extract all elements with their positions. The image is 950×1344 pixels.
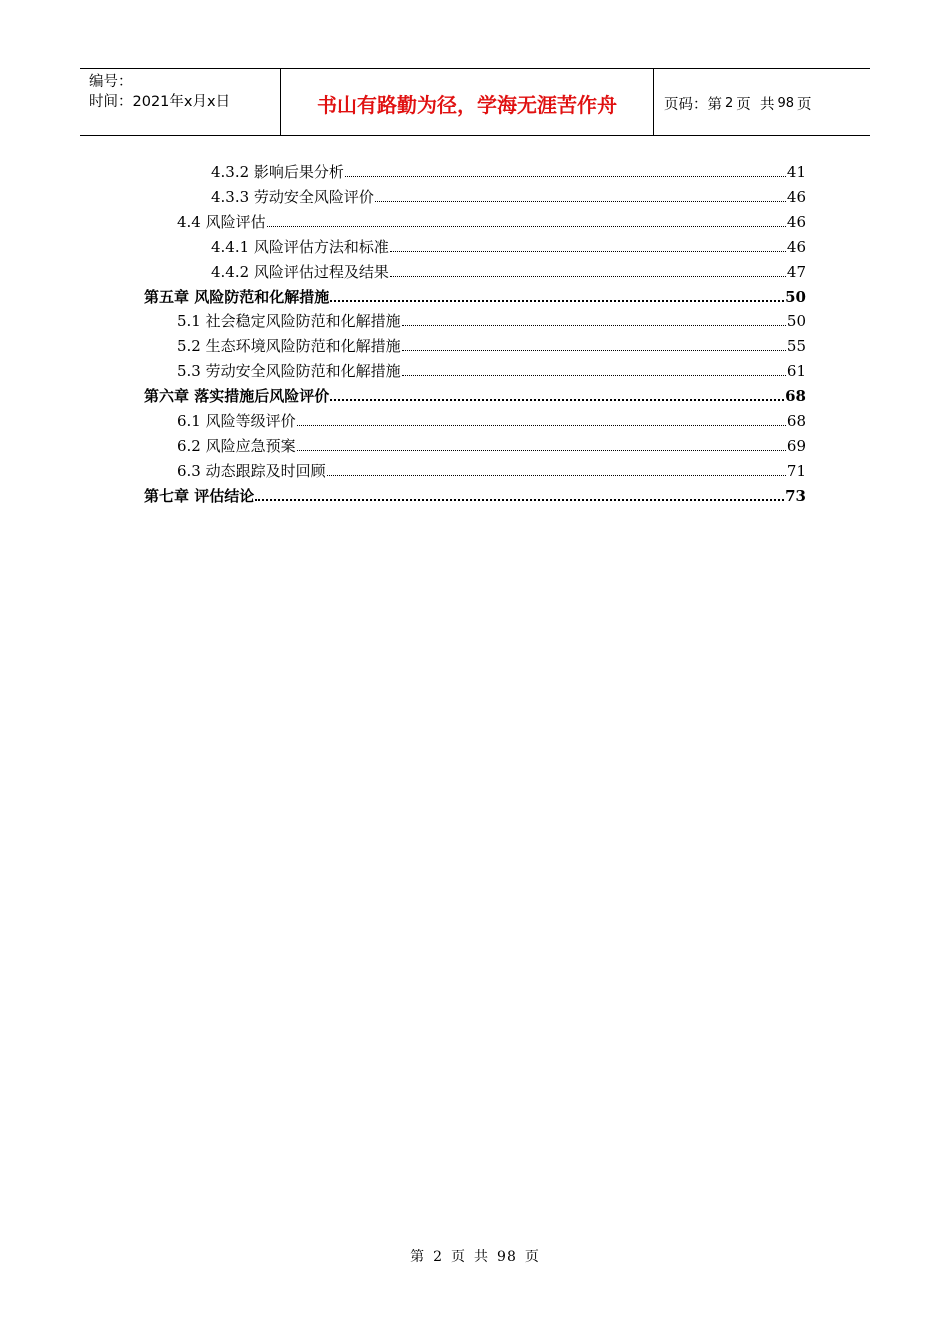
toc-entry-page: 71 — [786, 461, 806, 480]
toc-entry-label: 5.3 劳动安全风险防范和化解措施 — [177, 362, 401, 381]
toc-entry[interactable] — [177, 309, 806, 333]
toc-entry-page: 73 — [785, 486, 806, 505]
page-current: 2 — [725, 95, 734, 111]
toc-entry[interactable] — [177, 359, 806, 383]
toc-dot-leader — [402, 349, 786, 351]
page-header — [80, 68, 870, 136]
page-prefix: 页码：第 — [664, 96, 722, 113]
toc-dot-leader — [255, 498, 784, 501]
toc-entry-page: 50 — [785, 287, 806, 306]
header-meta — [80, 69, 281, 135]
date-label: 时间：2021年x月x日 — [89, 94, 231, 110]
toc-entry-page: 68 — [785, 387, 806, 406]
toc-entry-page: 46 — [786, 212, 806, 231]
toc-entry-label: 6.1 风险等级评价 — [177, 412, 296, 430]
toc-entry-label: 4.3.3 劳动安全风险评价 — [211, 187, 374, 206]
toc-entry-label: 第五章 风险防范和化解措施 — [144, 287, 330, 306]
toc-entry-label: 第七章 评估结论 — [144, 486, 255, 505]
toc-dot-leader — [390, 275, 786, 277]
toc-dot-leader — [330, 299, 784, 302]
toc-entry-page: 61 — [786, 362, 806, 381]
toc-dot-leader — [402, 324, 786, 326]
footer-total: 98 — [497, 1249, 517, 1265]
toc-entry[interactable] — [211, 235, 806, 259]
toc-entry-label: 5.2 生态环境风险防范和化解措施 — [177, 337, 401, 356]
header-motto: 书山有路勤为径，学海无涯苦作舟 — [281, 69, 654, 135]
toc-entry-label: 4.3.2 影响后果分析 — [211, 163, 344, 181]
serial-label: 编号： — [89, 74, 133, 90]
toc-entry-label: 6.2 风险应急预案 — [177, 436, 296, 455]
footer-suffix: 页 — [524, 1249, 540, 1265]
toc-entry-label: 4.4.1 风险评估方法和标准 — [211, 237, 389, 256]
toc-entry[interactable] — [144, 285, 806, 309]
toc-entry[interactable] — [211, 160, 806, 184]
header-page-info — [654, 69, 870, 135]
toc-entry[interactable] — [177, 334, 806, 358]
toc-entry-label: 5.1 社会稳定风险防范和化解措施 — [177, 312, 401, 331]
page-mid: 页 共 — [736, 96, 775, 113]
toc-entry-page: 46 — [786, 187, 806, 206]
toc-entry[interactable] — [211, 260, 806, 284]
toc-entry-page: 41 — [786, 163, 806, 181]
toc-entry[interactable] — [177, 210, 806, 234]
toc-entry-page: 69 — [786, 436, 806, 455]
footer-current: 2 — [433, 1249, 444, 1265]
page-suffix: 页 — [797, 96, 812, 113]
toc-entry-page: 50 — [786, 312, 806, 331]
toc-dot-leader — [297, 449, 786, 451]
toc-dot-leader — [267, 225, 786, 227]
toc-entry-page: 47 — [786, 262, 806, 281]
toc-entry-label: 4.4.2 风险评估过程及结果 — [211, 262, 389, 281]
footer-prefix: 第 — [410, 1249, 426, 1265]
toc-entry-label: 4.4 风险评估 — [177, 212, 266, 231]
toc-entry-page: 68 — [786, 412, 806, 430]
footer-mid1: 页 — [451, 1249, 467, 1265]
toc-entry[interactable] — [177, 409, 806, 433]
footer-mid2: 共 — [474, 1249, 490, 1265]
toc-dot-leader — [345, 175, 786, 177]
toc-entry[interactable] — [144, 384, 806, 408]
toc-entry-label: 6.3 动态跟踪及时回顾 — [177, 461, 326, 480]
toc-entry[interactable] — [144, 484, 806, 508]
toc-dot-leader — [330, 398, 784, 401]
toc-dot-leader — [390, 250, 786, 252]
toc-entry[interactable] — [211, 185, 806, 209]
toc-entry[interactable] — [177, 459, 806, 483]
page-total: 98 — [777, 95, 795, 111]
toc-dot-leader — [375, 200, 786, 202]
toc-entry[interactable] — [177, 434, 806, 458]
toc-entry-page: 55 — [786, 337, 806, 356]
toc-dot-leader — [297, 424, 786, 426]
toc-entry-label: 第六章 落实措施后风险评价 — [144, 387, 330, 406]
toc-entry-page: 46 — [786, 237, 806, 256]
toc-dot-leader — [327, 474, 786, 476]
page-footer — [0, 1246, 950, 1266]
toc-dot-leader — [402, 374, 786, 376]
